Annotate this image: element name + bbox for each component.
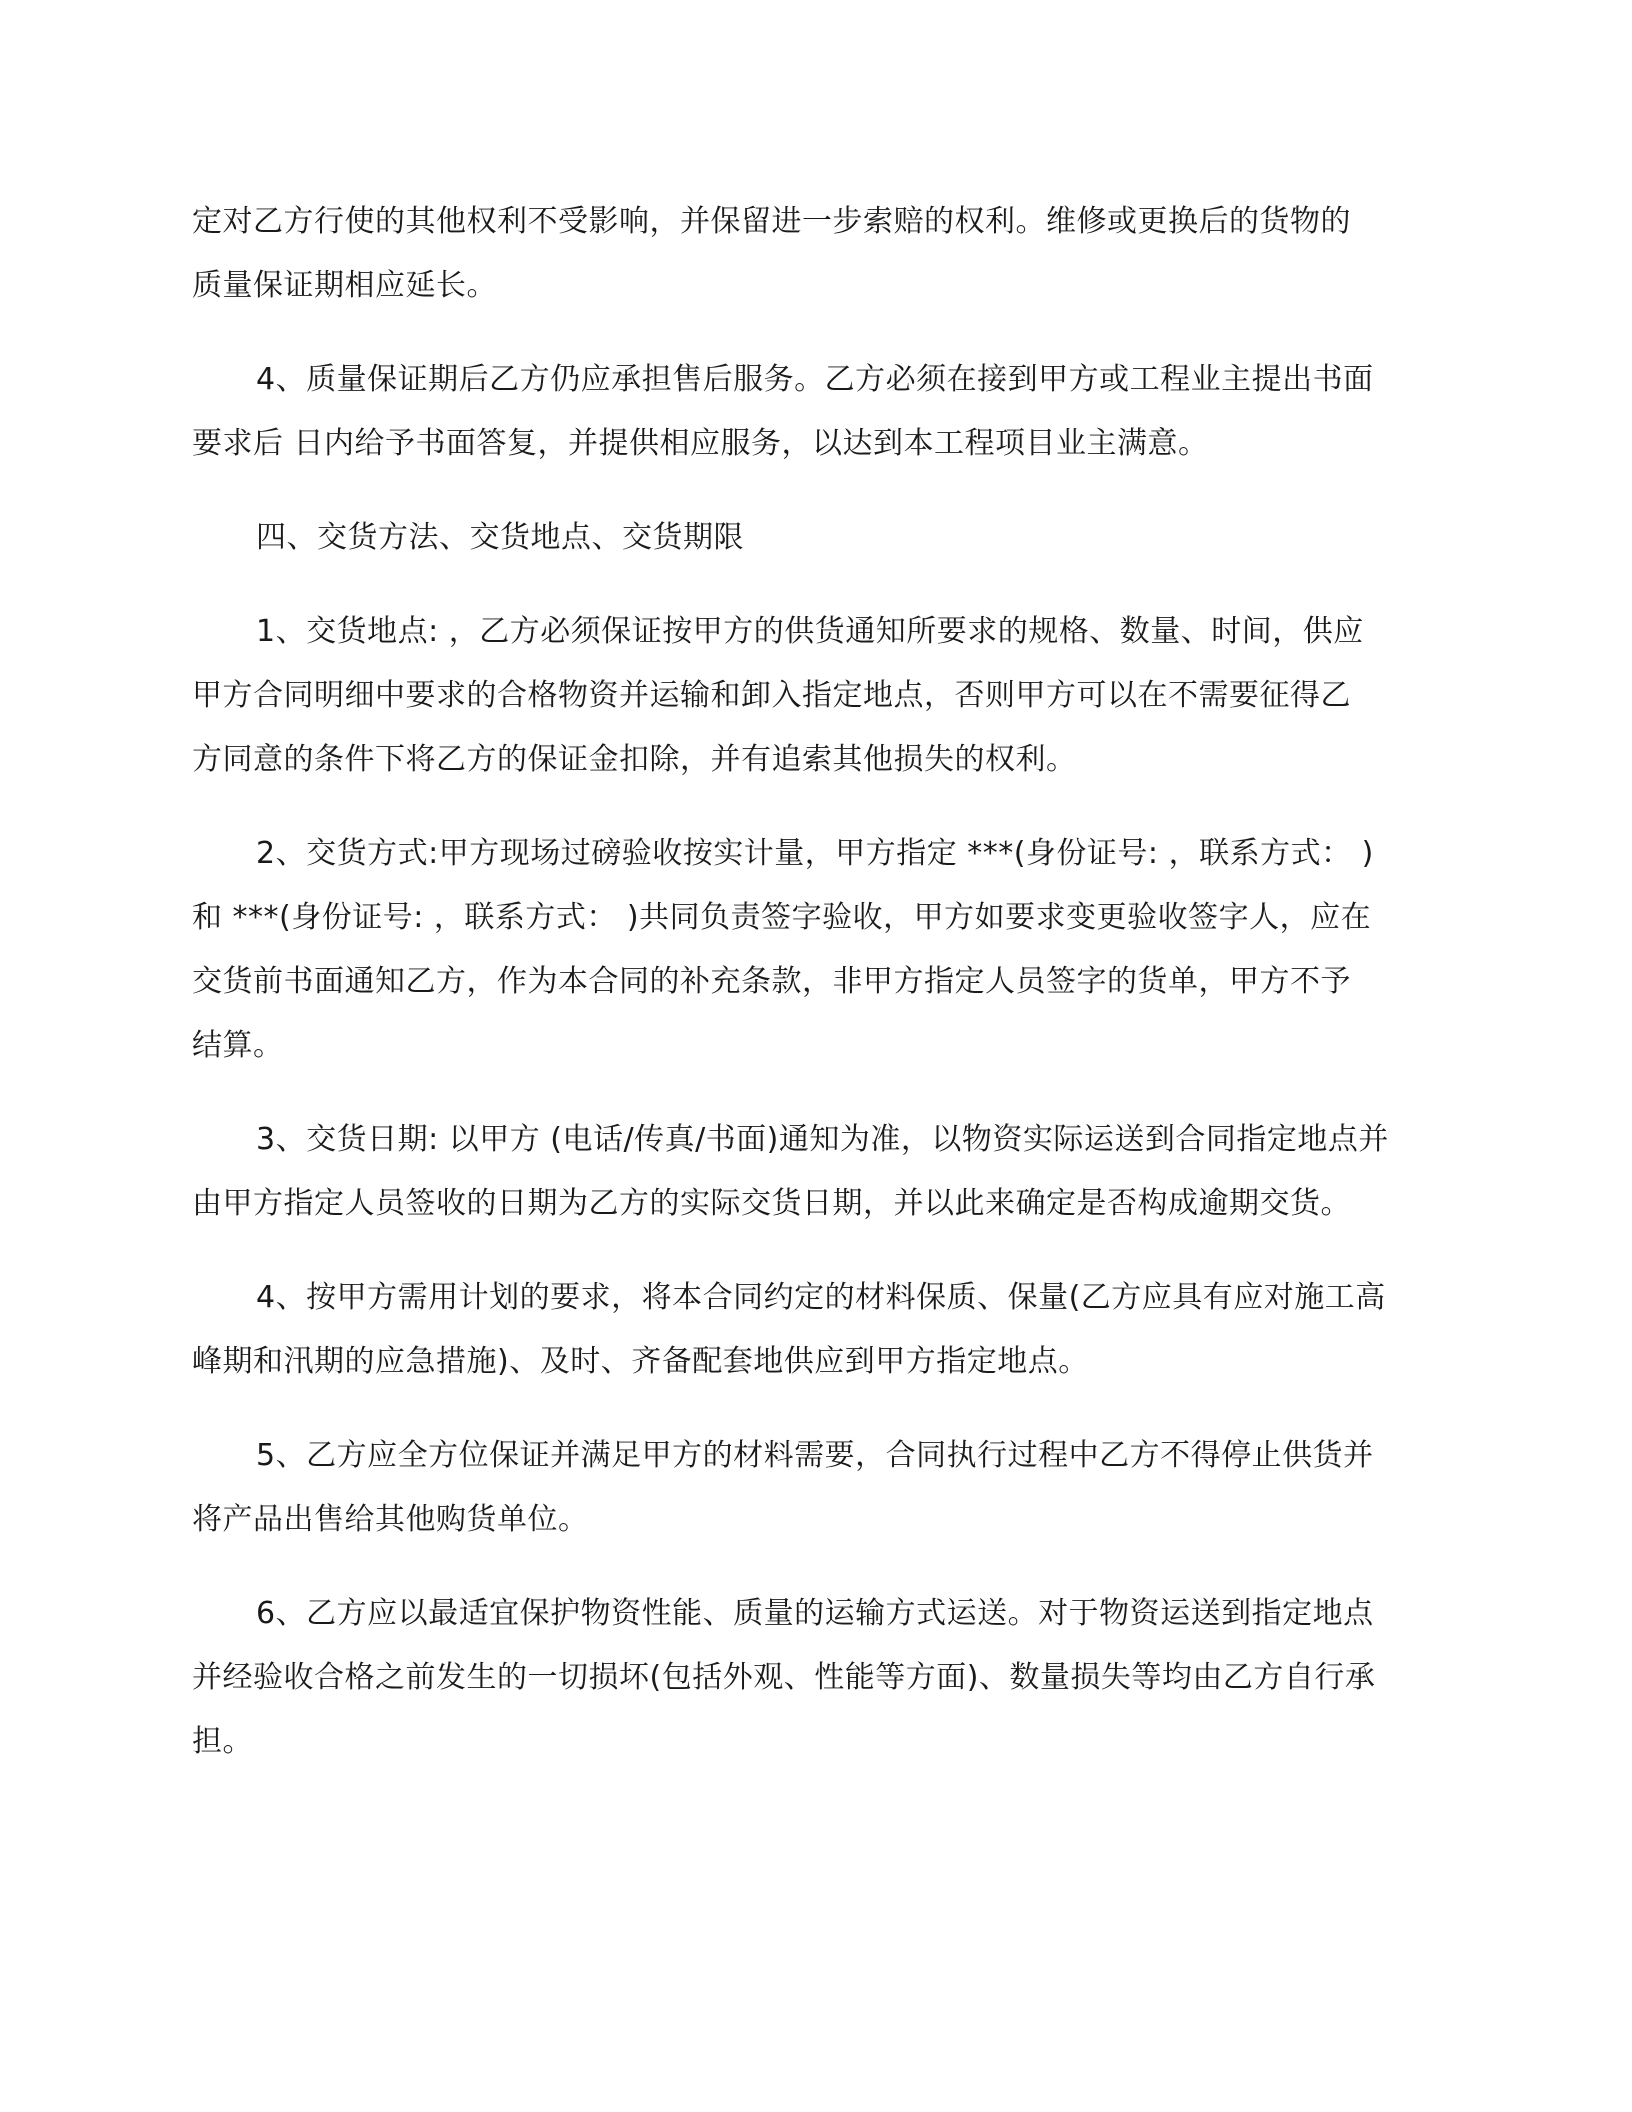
text-line: 结算。: [192, 1028, 284, 1063]
document-body: [192, 190, 1432, 1804]
text-line: 峰期和汛期的应急措施)、及时、齐备配套地供应到甲方指定地点。: [192, 1344, 1089, 1379]
text-line: 并经验收合格之前发生的一切损坏(包括外观、性能等方面)、数量损失等均由乙方自行承: [192, 1660, 1376, 1695]
text-line: 2、交货方式:甲方现场过磅验收按实计量，甲方指定 ***(身份证号: ，联系方式： ): [256, 836, 1374, 871]
text-line: 将产品出售给其他购货单位。: [192, 1502, 589, 1537]
paragraph-delivery-date: [192, 1108, 1432, 1236]
text-line: 定对乙方行使的其他权利不受影响，并保留进一步索赔的权利。维修或更换后的货物的: [192, 204, 1351, 239]
text-line: 甲方合同明细中要求的合格物资并运输和卸入指定地点，否则甲方可以在不需要征得乙: [192, 678, 1351, 713]
paragraph-warranty-continuation: [192, 190, 1432, 318]
text-line: 质量保证期相应延长。: [192, 268, 497, 303]
text-line: 6、乙方应以最适宜保护物资性能、质量的运输方式运送。对于物资运送到指定地点: [256, 1596, 1374, 1631]
text-line: 和 ***(身份证号: ，联系方式： )共同负责签字验收，甲方如要求变更验收签字人，应在: [192, 900, 1372, 935]
text-line: 要求后 日内给予书面答复，并提供相应服务，以达到本工程项目业主满意。: [192, 426, 1209, 461]
text-line: 5、乙方应全方位保证并满足甲方的材料需要，合同执行过程中乙方不得停止供货并: [256, 1438, 1374, 1473]
text-line: 交货前书面通知乙方，作为本合同的补充条款，非甲方指定人员签字的货单，甲方不予: [192, 964, 1351, 999]
paragraph-after-sales-service: [192, 348, 1432, 476]
section-heading: 四、交货方法、交货地点、交货期限: [256, 520, 744, 555]
paragraph-delivery-location: [192, 600, 1432, 792]
text-line: 方同意的条件下将乙方的保证金扣除，并有追索其他损失的权利。: [192, 742, 1077, 777]
paragraph-supply-guarantee: [192, 1424, 1432, 1552]
section-heading-delivery: [192, 506, 1432, 570]
text-line: 1、交货地点: ，乙方必须保证按甲方的供货通知所要求的规格、数量、时间，供应: [256, 614, 1364, 649]
text-line: 4、质量保证期后乙方仍应承担售后服务。乙方必须在接到甲方或工程业主提出书面: [256, 362, 1374, 397]
paragraph-supply-plan: [192, 1266, 1432, 1394]
text-line: 3、交货日期: 以甲方 (电话/传真/书面)通知为准，以物资实际运送到合同指定地点并: [256, 1122, 1389, 1157]
paragraph-delivery-method: [192, 822, 1432, 1078]
text-line: 由甲方指定人员签收的日期为乙方的实际交货日期，并以此来确定是否构成逾期交货。: [192, 1186, 1351, 1221]
paragraph-transport-liability: [192, 1582, 1432, 1774]
text-line: 4、按甲方需用计划的要求，将本合同约定的材料保质、保量(乙方应具有应对施工高: [256, 1280, 1386, 1315]
text-line: 担。: [192, 1724, 253, 1759]
